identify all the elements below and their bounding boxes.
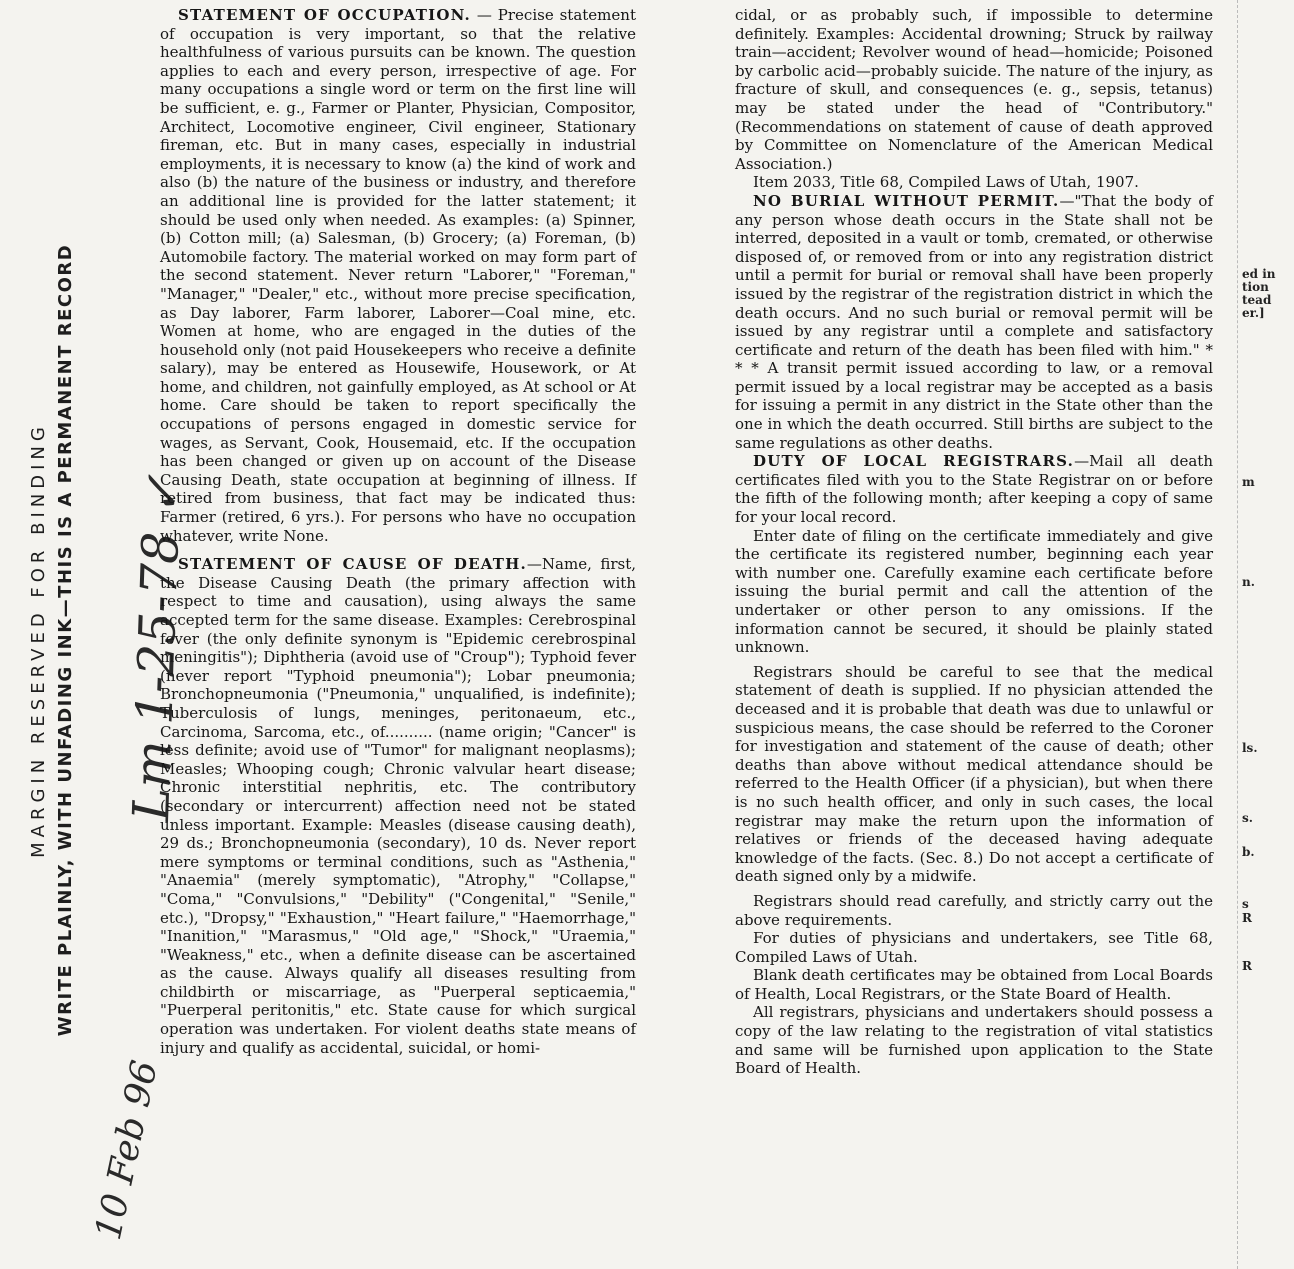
edge-fragment-line: tead: [1242, 293, 1272, 307]
occupation-paragraph: [160, 6, 636, 545]
cause-continued: cidal, or as probably such, if impossible to determine definitely. Examples: Accidental drowning; Struck by railway train—accident; Revolver wound of head—homicide; Poisoned by carbolic acid—probably suicide. The nature of the injury, as fracture of skull, and consequences (e. g., sepsis, tetanus) may be stated under the head of "Contributory." (Recommendations on statement of cause of death approved by Committee on Nomenclature of the American Medical Association.): [735, 6, 1213, 173]
edge-fragment-line: ls.: [1242, 741, 1258, 755]
duty-text: —Mail all death certificates filed with you to the State Registrar on or before the fifth of the following month; after keeping a copy of same for your local record.: [735, 452, 1213, 527]
statute-reference: Item 2033, Title 68, Compiled Laws of Utah, 1907.: [753, 173, 1139, 192]
filing-paragraph: Enter date of filing on the certificate immediately and give the certificate its registered number, beginning each year with number one. Carefully examine each certificate before issuing the burial permit and call the attention of the undertaker or other person to any omissions. If the information cannot be secured, it should be plainly stated unknown.: [735, 526, 1213, 657]
burial-text: —"That the body of any person whose death occurs in the State shall not be interred, deposited in a vault or tomb, cremated, or otherwise disposed of, or removed from or into any registration district until a permit for burial or removal shall have been properly issued by the registrar of the registration district in which the death occurs. And no such burial or removal permit will be issued by any registrar until a complete and satisfactory certificate and return of the death has been filed with him." * * * A transit permit issued according to law, or a removal permit issued by a local registrar may be accepted as a basis for issuing a permit in any district in the State other than the one in which the death occurred. Still births are subject to the same regulations as other deaths.: [735, 191, 1213, 452]
duty-heading: DUTY OF LOCAL REGISTRARS.: [753, 452, 1075, 471]
occupation-heading: STATEMENT OF OCCUPATION.: [178, 6, 471, 24]
law-copy-paragraph: All registrars, physicians and undertakers should possess a copy of the law relating to the registration of vital statistics and same will be furnished upon application to the State Board of Health.: [735, 1003, 1213, 1078]
edge-fragment-line: s.: [1242, 811, 1253, 825]
cause-heading: STATEMENT OF CAUSE OF DEATH.: [178, 555, 527, 574]
edge-fragment-line: er.]: [1242, 306, 1265, 320]
edge-fragment-line: ed in: [1242, 267, 1276, 281]
blank-certificates-paragraph: Blank death certificates may be obtained from Local Boards of Health, Local Registrars, or the State Board of Health.: [735, 966, 1213, 1003]
duties-paragraph: For duties of physicians and undertakers, see Title 68, Compiled Laws of Utah.: [735, 929, 1213, 966]
edge-fragment-line: n.: [1242, 575, 1255, 589]
margin-notice: [28, 244, 76, 1036]
medical-paragraph: Registrars should be careful to see that the medical statement of death is supplied. If no physician attended the deceased and it is probable that death was due to unlawful or suspicious means, the case should be referred to the Coroner for investigation and statement of the cause of death; other deaths than above without medical attendance should be referred to the Health Officer (if a physician), but when there is no such health officer, and only in such cases, the local registrar may make the return upon the information of relatives or friends of the deceased having adequate knowledge of the facts. (Sec. 8.) Do not accept a certificate of death signed only by a midwife.: [735, 662, 1213, 886]
edge-fragment-line: tion: [1242, 280, 1269, 294]
duty-paragraph: [735, 452, 1213, 526]
margin-notice-line2: WRITE PLAINLY, WITH UNFADING INK—THIS IS A PERMANENT RECORD: [55, 243, 76, 1037]
burial-paragraph: [735, 192, 1213, 452]
right-edge-fragment: [1237, 0, 1294, 1269]
cause-paragraph: [160, 555, 636, 1057]
handwritten-note-2: 10 Feb 96: [88, 1057, 166, 1244]
occupation-text: — Precise statement of occupation is very important, so that the relative healthfulness of various pursuits can be known. The question applies to each and every person, irrespective of age. For many occupations a single word or term on the first line will be sufficient, e. g., Farmer or Planter, Physician, Compositor, Architect, Locomotive engineer, Civil engineer, Stationary fireman, etc. But in many cases, especially in industrial employments, it is necessary to know (a) the kind of work and also (b) the nature of the business or industry, and therefore an additional line is provided for the latter statement; it should be used only when needed. As examples: (a) Spinner, (b) Cotton mill; (a) Salesman, (b) Grocery; (a) Foreman, (b) Automobile factory. The material worked on may form part of the second statement. Never return "Laborer," "Foreman," "Manager," "Dealer," etc., without more precise specification, as Day laborer, Farm laborer, Laborer—Coal mine, etc. Women at home, who are engaged in the duties of the household only (not paid Housekeepers who receive a definite salary), may be entered as Housewife, Housework, or At home, and children, not gainfully employed, as At school or At home. Care should be taken to report specifically the occupations of persons engaged in domestic service for wages, as Servant, Cook, Housemaid, etc. If the occupation has been changed or given up on account of the Disease Causing Death, state occupation at beginning of illness. If retired from business, that fact may be indicated thus: Farmer (retired, 6 yrs.). For persons who have no occupation whatever, write None.: [160, 6, 636, 545]
edge-fragment-line: b.: [1242, 845, 1255, 859]
edge-fragment-line: R: [1242, 959, 1252, 973]
cause-text: —Name, first, the Disease Causing Death (the primary affection with respect to time and causation), using always the same accepted term for the same disease. Examples: Cerebrospinal fever (the only definite synonym is "Epidemic cerebrospinal meningitis"); Diphtheria (avoid use of "Croup"); Typhoid fever (never report "Typhoid pneumonia"); Lobar pneumonia; Bronchopneumonia ("Pneumonia," unqualified, is indefinite); Tuberculosis of lungs, meninges, peritonaeum, etc., Carcinoma, Sarcoma, etc., of.......... (name origin; "Cancer" is less definite; avoid use of "Tumor" for malignant neoplasms); Measles; Whooping cough; Chronic valvular heart disease; Chronic interstitial nephritis, etc. The contributory (secondary or intercurrent) affection need not be stated unless important. Example: Measles (disease causing death), 29 ds.; Bronchopneumonia (secondary), 10 ds. Never report mere symptoms or terminal conditions, such as "Asthenia," "Anaemia" (merely symptomatic), "Atrophy," "Collapse," "Coma," "Convulsions," "Debility" ("Congenital," "Senile," etc.), "Dropsy," "Exhaustion," "Heart failure," "Haemorrhage," "Inanition," "Marasmus," "Old age," "Shock," "Uraemia," "Weakness," etc., when a definite disease can be ascertained as the cause. Always qualify all diseases resulting from childbirth or miscarriage, as "Puerperal septicaemia," "Puerperal peritonitis," etc. State cause for which surgical operation was undertaken. For violent deaths state means of injury and qualify as accidental, suicidal, or homi-: [160, 555, 636, 1057]
edge-fragment-line: m: [1242, 475, 1255, 489]
margin-notice-line1: MARGIN RESERVED FOR BINDING: [28, 422, 49, 858]
handwritten-note-1: Lm 1-25-78 ✓: [122, 473, 193, 823]
read-paragraph: Registrars should read carefully, and strictly carry out the above requirements.: [735, 891, 1213, 929]
right-column: [735, 6, 1213, 1078]
left-column: [160, 6, 636, 1057]
edge-fragment-line: s: [1242, 897, 1249, 911]
edge-fragment-line: R: [1242, 911, 1252, 925]
binding-margin: [0, 0, 96, 1269]
burial-heading: NO BURIAL WITHOUT PERMIT.: [753, 191, 1060, 210]
